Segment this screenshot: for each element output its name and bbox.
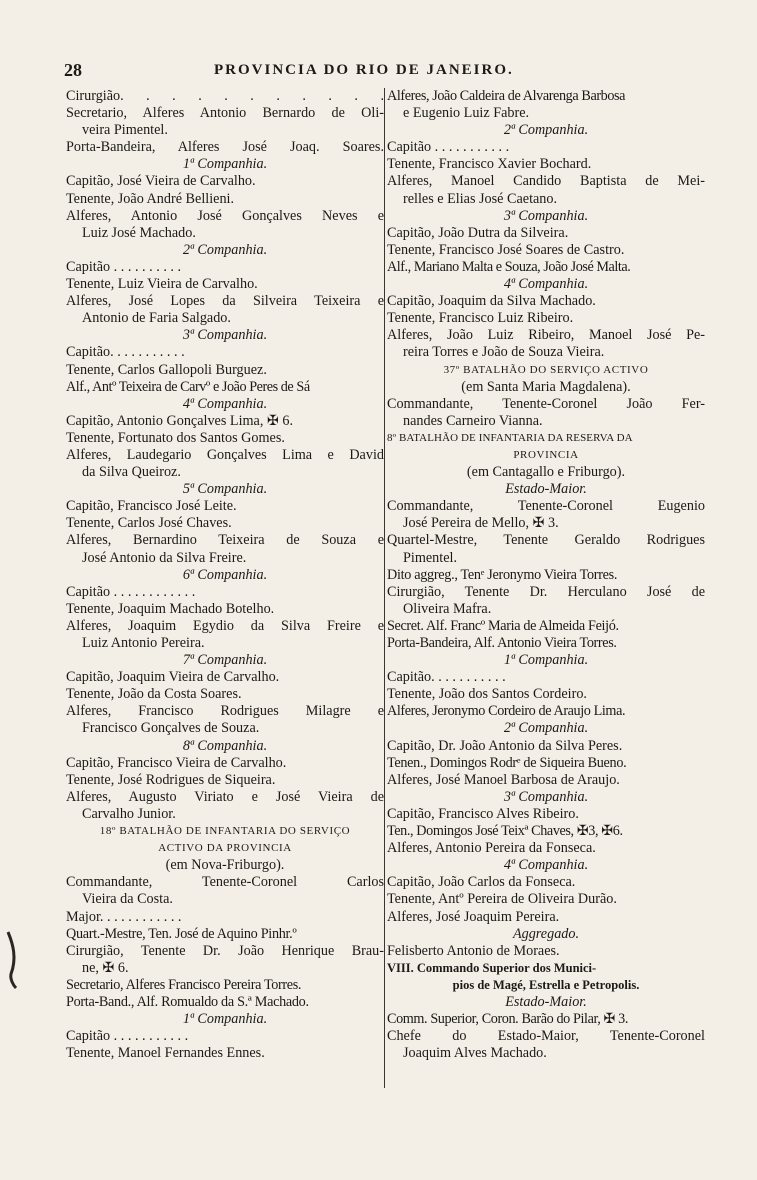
text-line: Tenente, Manoel Fernandes Ennes. [66,1045,265,1062]
text-line: da Silva Queiroz. [82,464,181,481]
battalion-heading: 37º BATALHÃO DO SERVIÇO ACTIVO [443,363,649,376]
text-line: Tenente, Antº Pereira de Oliveira Durão. [387,891,617,908]
text-line: Tenente, José Rodrigues de Siqueira. [66,771,276,788]
text-line: Vieira da Costa. [82,891,173,908]
text-line: Capitão, Joaquim Vieira de Carvalho. [66,669,280,686]
command-heading: pios de Magé, Estrella e Petropolis. [452,977,640,992]
text-line: Capitão, Joaquim da Silva Machado. [387,293,596,310]
text-line: Capitão, Francisco Vieira de Carvalho. [66,754,287,771]
text-line: Alferes, José Joaquim Pereira. [387,908,560,925]
text-line: Tenen., Domingos Rodrᵉ de Siqueira Bueno. [387,754,627,771]
running-head: PROVINCIA DO RIO DE JANEIRO. [214,62,514,78]
text-line: Ten., Domingos José Teixª Chaves, ✠3, ✠6. [387,823,623,840]
text-line: Francisco Gonçalves de Souza. [82,720,260,737]
company-heading: 7ª Companhia. [182,652,268,669]
text-line: Porta-Bandeira, Alf. Antonio Vieira Torres. [387,635,617,651]
text-line: relles e Elias José Caetano. [403,190,558,207]
text-line: Alferes, Joaquim Egydio da Silva Freire e [66,617,384,634]
battalion-location: (em Cantagallo e Friburgo). [466,464,626,481]
company-heading: 8ª Companhia. [182,737,268,754]
text-line: Quartel-Mestre, Tenente Geraldo Rodrigues [387,532,705,549]
text-line: Alf., Mariano Malta e Souza, João José Malta. [387,258,631,275]
company-heading: 3ª Companhia. [503,788,589,805]
text-line: Chefe do Estado-Maior, Tenente-Coronel [387,1028,705,1045]
text-line: Oliveira Mafra. [403,600,492,617]
text-line: e Eugenio Luiz Fabre. [403,105,530,122]
text-line: Alferes, José Lopes da Silveira Teixeira e [66,293,384,310]
page-header [64,60,704,86]
battalion-location: (em Santa Maria Magdalena). [461,378,631,395]
command-heading: VIII. Commando Superior dos Munici- [387,960,597,975]
text-line: Tenente, Fortunato dos Santos Gomes. [66,429,285,446]
text-line: Tenente, Carlos José Chaves. [66,515,232,532]
company-heading: 1ª Companhia. [503,652,589,669]
text-line: nandes Carneiro Vianna. [403,412,543,429]
text-line: Capitão . . . . . . . . . . . [66,1028,189,1045]
text-line: Joaquim Alves Machado. [403,1045,547,1062]
text-line: Alferes, João Luiz Ribeiro, Manoel José Pe- [387,327,705,344]
battalion-heading: PROVINCIA [513,448,579,461]
page-number: 28 [64,60,82,80]
text-line: Cirurgião, Tenente Dr. Herculano José de [387,583,705,600]
text-line: Capitão . . . . . . . . . . . [387,139,510,156]
text-line: Alferes, Augusto Viriato e José Vieira de [66,788,384,805]
text-line: Capitão. . . . . . . . . . . [387,669,506,686]
battalion-location: (em Nova-Friburgo). [165,857,285,874]
text-line: Porta-Bandeira, Alferes José Joaq. Soares. [66,139,384,156]
text-line: Cirurgião, Tenente Dr. João Henrique Brau- [66,942,384,959]
text-line: Alferes, João Caldeira de Alvarenga Barbosa [387,88,626,104]
text-line: Capitão, Dr. João Antonio da Silva Peres. [387,737,623,754]
text-line: Carvalho Junior. [82,805,176,822]
text-line: Alferes, Bernardino Teixeira de Souza e [66,532,384,549]
text-line: Secretario, Alferes Francisco Pereira Torres. [66,976,302,993]
text-line: Tenente, João da Costa Soares. [66,686,242,703]
battalion-heading: ACTIVO DA PROVINCIA [158,842,292,855]
company-heading: 1ª Companhia. [182,1011,268,1028]
text-line: Alferes, Jeronymo Cordeiro de Araujo Lima. [387,703,626,720]
text-line: Commandante, Tenente-Coronel Eugenio [387,498,705,515]
text-line: José Pereira de Mello, ✠ 3. [403,515,559,532]
company-heading: 4ª Companhia. [182,395,268,412]
company-heading: 2ª Companhia. [182,241,268,258]
text-line: Capitão, Francisco José Leite. [66,498,237,515]
text-line: Quart.-Mestre, Ten. José de Aquino Pinhr.º [66,925,297,942]
company-heading: 1ª Companhia. [182,156,268,173]
text-line: Alferes, Manoel Candido Baptista de Mei- [387,173,705,190]
company-heading: 2ª Companhia. [503,122,589,139]
text-line: Capitão, José Vieira de Carvalho. [66,173,256,190]
text-line: Cirurgião. . . . . . . . . . . [66,88,384,104]
text-line: Alferes, Antonio José Gonçalves Neves e [66,207,384,224]
text-line: Alferes, Antonio Pereira da Fonseca. [387,840,596,857]
text-line: Tenente, João dos Santos Cordeiro. [387,686,587,703]
right-column [387,88,705,1062]
text-line: Secretario, Alferes Antonio Bernardo de Oli- [66,105,384,122]
text-line: Alferes, Laudegario Gonçalves Lima e David [66,446,384,463]
text-line: Felisberto Antonio de Moraes. [387,942,560,959]
text-line: Luiz Antonio Pereira. [82,635,205,651]
battalion-heading: 18º BATALHÃO DE INFANTARIA DO SERVIÇO [99,825,351,838]
text-line: Capitão. . . . . . . . . . . [66,344,185,361]
text-line: Tenente, Francisco Luiz Ribeiro. [387,310,574,327]
company-heading: 4ª Companhia. [503,276,589,293]
text-line: Secret. Alf. Francº Maria de Almeida Feijó. [387,617,619,634]
text-line: Alferes, José Manoel Barbosa de Araujo. [387,771,620,788]
company-heading: 6ª Companhia. [182,566,268,583]
text-line: Pimentel. [403,549,457,566]
company-heading: 3ª Companhia. [182,327,268,344]
text-line: ne, ✠ 6. [82,959,129,976]
text-line: reira Torres e João de Souza Vieira. [403,344,605,361]
left-column [66,88,384,1062]
text-line: Alf., Antº Teixeira de Carvº e João Peres de Sá [66,378,310,395]
text-line: Capitão . . . . . . . . . . [66,258,182,275]
text-line: Capitão . . . . . . . . . . . . [66,583,196,600]
text-line: veira Pimentel. [82,122,168,139]
text-line: Luiz José Machado. [82,224,196,241]
text-line: Antonio de Faria Salgado. [82,310,231,327]
text-line: Tenente, Carlos Gallopoli Burguez. [66,361,267,378]
text-line: Major. . . . . . . . . . . . [66,908,182,925]
text-line: José Antonio da Silva Freire. [82,549,247,566]
company-heading: 2ª Companhia. [503,720,589,737]
staff-heading: Estado-Maior. [505,993,587,1010]
text-line: Tenente, Francisco José Soares de Castro. [387,241,625,258]
text-line: Dito aggreg., Tenᵉ Jeronymo Vieira Torres. [387,566,618,583]
margin-ink-mark [4,930,22,990]
staff-heading: Estado-Maior. [505,481,587,498]
text-line: Alferes, Francisco Rodrigues Milagre e [66,703,384,720]
text-line: Tenente, João André Bellieni. [66,190,235,207]
battalion-heading: 8º BATALHÃO DE INFANTARIA DA RESERVA DA [387,431,633,444]
company-heading: 3ª Companhia. [503,207,589,224]
text-line: Porta-Band., Alf. Romualdo da S.ª Machado. [66,993,309,1010]
text-line: Tenente, Luiz Vieira de Carvalho. [66,276,258,293]
text-line: Capitão, João Carlos da Fonseca. [387,874,576,891]
text-line: Capitão, Francisco Alves Ribeiro. [387,805,579,822]
text-line: Comm. Superior, Coron. Barão do Pilar, ✠ 3. [387,1011,629,1028]
company-heading: 5ª Companhia. [182,481,268,498]
text-line: Commandante, Tenente-Coronel Carlos [66,874,384,891]
text-line: Tenente, Joaquim Machado Botelho. [66,600,275,617]
aggregado-heading: Aggregado. [512,925,580,942]
text-line: Commandante, Tenente-Coronel João Fer- [387,395,705,412]
text-line: Capitão, Antonio Gonçalves Lima, ✠ 6. [66,412,294,429]
company-heading: 4ª Companhia. [503,857,589,874]
text-line: Tenente, Francisco Xavier Bochard. [387,156,592,173]
text-line: Capitão, João Dutra da Silveira. [387,224,569,241]
column-divider [384,88,385,1088]
